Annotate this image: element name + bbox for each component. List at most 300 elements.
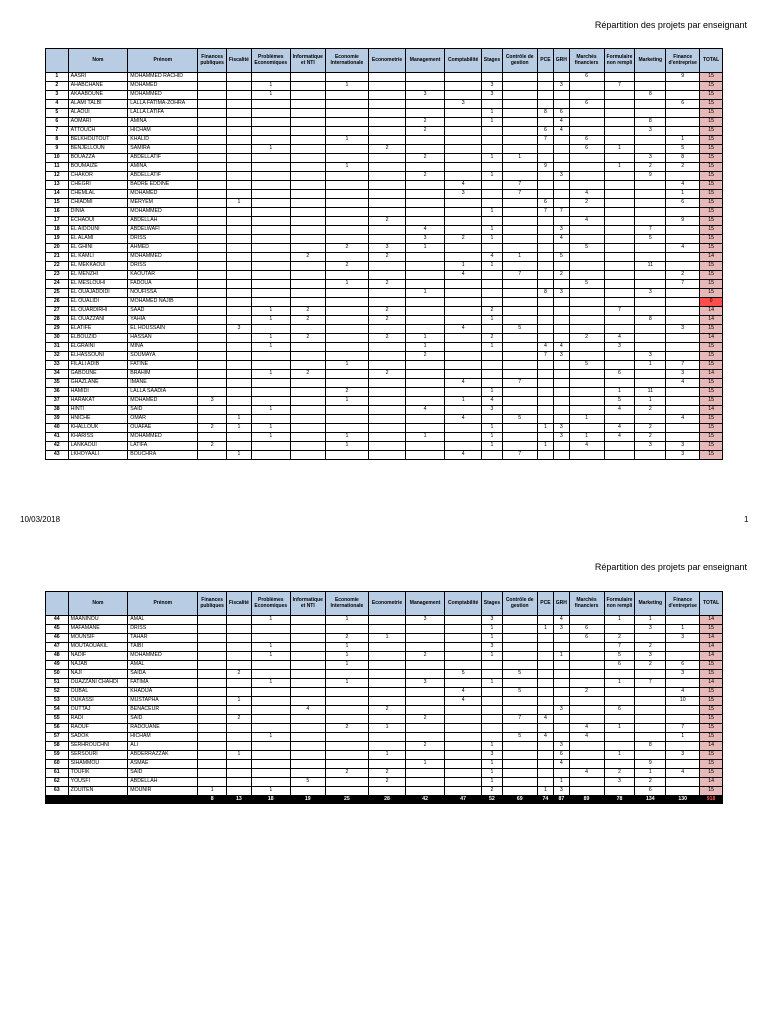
project-count-cell xyxy=(198,634,227,643)
project-count-cell xyxy=(604,451,635,460)
project-count-cell: 6 xyxy=(666,661,700,670)
row-number: 5 xyxy=(46,109,69,118)
project-count-cell xyxy=(198,670,227,679)
row-number: 27 xyxy=(46,307,69,316)
prenom-cell: ABDELLAH xyxy=(128,778,198,787)
project-count-cell xyxy=(227,271,252,280)
project-count-cell: 5 xyxy=(569,244,604,253)
project-count-cell xyxy=(537,370,553,379)
project-count-cell xyxy=(227,145,252,154)
project-count-cell xyxy=(227,352,252,361)
project-count-cell xyxy=(554,73,569,82)
project-count-cell xyxy=(445,661,482,670)
project-count-cell: 1 xyxy=(604,616,635,625)
project-count-cell: 3 xyxy=(666,634,700,643)
project-count-cell: 4 xyxy=(554,616,569,625)
project-count-cell: 5 xyxy=(604,652,635,661)
project-count-cell: 1 xyxy=(251,643,290,652)
row-total-cell: 14 xyxy=(700,370,723,379)
project-count-cell: 3 xyxy=(554,433,569,442)
table-row xyxy=(46,316,723,325)
project-count-cell xyxy=(251,388,290,397)
prenom-cell: MOHAMMED xyxy=(128,208,198,217)
prenom-cell: MOHAMED xyxy=(128,82,198,91)
project-count-cell xyxy=(569,181,604,190)
project-count-cell: 2 xyxy=(369,769,406,778)
nom-cell: CHAKOR xyxy=(68,172,128,181)
project-count-cell xyxy=(604,181,635,190)
prenom-cell: SAID xyxy=(128,715,198,724)
project-count-cell xyxy=(537,226,553,235)
prenom-cell: DRISS xyxy=(128,235,198,244)
project-count-cell xyxy=(198,388,227,397)
project-count-cell xyxy=(406,787,445,796)
project-count-cell xyxy=(502,334,537,343)
project-count-cell xyxy=(635,451,666,460)
row-number: 49 xyxy=(46,661,69,670)
row-total-cell: 15 xyxy=(700,361,723,370)
row-total-cell: 15 xyxy=(700,181,723,190)
project-count-cell xyxy=(251,634,290,643)
project-count-cell xyxy=(227,733,252,742)
project-count-cell xyxy=(537,91,553,100)
prenom-cell: SAMIRA xyxy=(128,145,198,154)
project-count-cell: 2 xyxy=(369,778,406,787)
project-count-cell: 3 xyxy=(482,643,503,652)
row-total-cell: 15 xyxy=(700,172,723,181)
row-total-cell: 15 xyxy=(700,433,723,442)
project-count-cell: 7 xyxy=(635,679,666,688)
project-count-cell xyxy=(502,199,537,208)
row-total-cell: 15 xyxy=(700,154,723,163)
project-count-cell xyxy=(290,379,325,388)
project-count-cell xyxy=(198,433,227,442)
project-count-cell: 3 xyxy=(554,172,569,181)
project-count-cell xyxy=(502,760,537,769)
project-count-cell xyxy=(569,706,604,715)
project-count-cell xyxy=(290,208,325,217)
project-count-cell xyxy=(227,208,252,217)
project-count-cell xyxy=(445,616,482,625)
project-count-cell: 3 xyxy=(198,397,227,406)
project-count-cell xyxy=(325,109,368,118)
project-count-cell xyxy=(369,670,406,679)
project-count-cell xyxy=(369,262,406,271)
project-count-cell xyxy=(369,226,406,235)
project-count-cell: 3 xyxy=(369,244,406,253)
nom-cell: CHEGRI xyxy=(68,181,128,190)
project-count-cell xyxy=(251,163,290,172)
project-count-cell xyxy=(604,379,635,388)
row-total-cell: 15 xyxy=(700,760,723,769)
project-count-cell xyxy=(445,244,482,253)
project-count-cell: 2 xyxy=(325,634,368,643)
project-count-cell: 4 xyxy=(482,397,503,406)
project-count-cell: 2 xyxy=(406,742,445,751)
prenom-cell: MOHAMMED xyxy=(128,91,198,100)
project-count-cell xyxy=(369,181,406,190)
project-count-cell xyxy=(604,73,635,82)
project-count-cell xyxy=(537,316,553,325)
project-count-cell: 7 xyxy=(604,643,635,652)
prenom-cell: LALLA FATIMA-ZOHRA xyxy=(128,100,198,109)
project-count-cell xyxy=(290,388,325,397)
project-count-cell xyxy=(502,697,537,706)
row-number: 48 xyxy=(46,652,69,661)
project-count-cell: 2 xyxy=(290,307,325,316)
prenom-cell: SAIDA xyxy=(128,670,198,679)
project-count-cell xyxy=(227,154,252,163)
project-count-cell xyxy=(198,190,227,199)
project-count-cell xyxy=(251,280,290,289)
project-count-cell xyxy=(369,100,406,109)
project-count-cell: 3 xyxy=(554,82,569,91)
project-count-cell: 11 xyxy=(635,262,666,271)
project-count-cell: 3 xyxy=(554,226,569,235)
project-count-cell xyxy=(406,280,445,289)
project-count-cell xyxy=(604,91,635,100)
project-count-cell xyxy=(198,334,227,343)
project-count-cell xyxy=(482,706,503,715)
project-count-cell xyxy=(666,289,700,298)
project-count-cell xyxy=(502,208,537,217)
project-count-cell xyxy=(369,760,406,769)
project-count-cell xyxy=(554,379,569,388)
project-count-cell: 6 xyxy=(604,370,635,379)
row-number: 30 xyxy=(46,334,69,343)
project-count-cell: 1 xyxy=(251,343,290,352)
project-count-cell xyxy=(502,127,537,136)
nom-cell: MAFAMANE xyxy=(68,625,128,634)
nom-cell: NADIF xyxy=(68,652,128,661)
project-count-cell: 3 xyxy=(666,442,700,451)
project-count-cell: 6 xyxy=(666,199,700,208)
project-count-cell xyxy=(369,136,406,145)
prenom-cell: MOHAMMED xyxy=(128,433,198,442)
prenom-cell: ASMAE xyxy=(128,760,198,769)
project-count-cell xyxy=(198,325,227,334)
project-count-cell: 6 xyxy=(537,127,553,136)
prenom-cell: IMANE xyxy=(128,379,198,388)
prenom-cell: HICHAM xyxy=(128,127,198,136)
project-count-cell xyxy=(290,769,325,778)
nom-cell: MAANINOU xyxy=(68,616,128,625)
project-count-cell: 6 xyxy=(666,100,700,109)
project-count-cell xyxy=(482,670,503,679)
project-count-cell: 9 xyxy=(537,163,553,172)
project-count-cell: 2 xyxy=(290,316,325,325)
project-count-cell xyxy=(369,388,406,397)
prenom-cell: LALLA SAADIA xyxy=(128,388,198,397)
project-count-cell: 6 xyxy=(569,73,604,82)
project-count-cell xyxy=(369,73,406,82)
project-count-cell xyxy=(227,760,252,769)
row-number: 53 xyxy=(46,697,69,706)
project-count-cell xyxy=(604,670,635,679)
project-count-cell xyxy=(227,769,252,778)
table-row xyxy=(46,262,723,271)
table-row xyxy=(46,643,723,652)
project-count-cell xyxy=(198,715,227,724)
table-row xyxy=(46,706,723,715)
project-count-cell: 3 xyxy=(635,154,666,163)
project-count-cell: 3 xyxy=(482,406,503,415)
project-count-cell xyxy=(445,73,482,82)
project-count-cell xyxy=(227,361,252,370)
project-count-cell: 1 xyxy=(604,679,635,688)
project-count-cell xyxy=(369,298,406,307)
column-header: Management xyxy=(406,49,445,73)
nom-cell: OUTTAJ xyxy=(68,706,128,715)
project-count-cell xyxy=(604,289,635,298)
nom-cell: ELGRAINI xyxy=(68,343,128,352)
project-count-cell xyxy=(198,307,227,316)
column-total-cell: 130 xyxy=(666,796,700,804)
project-count-cell xyxy=(604,625,635,634)
project-count-cell xyxy=(445,760,482,769)
project-count-cell xyxy=(369,442,406,451)
project-count-cell xyxy=(445,280,482,289)
project-count-cell xyxy=(290,244,325,253)
project-count-cell xyxy=(635,697,666,706)
project-count-cell xyxy=(251,190,290,199)
project-count-cell: 3 xyxy=(604,343,635,352)
project-count-cell xyxy=(604,253,635,262)
project-count-cell xyxy=(369,733,406,742)
project-count-cell xyxy=(666,343,700,352)
project-count-cell xyxy=(635,415,666,424)
project-count-cell xyxy=(482,145,503,154)
project-count-cell: 1 xyxy=(635,361,666,370)
project-count-cell xyxy=(482,370,503,379)
project-count-cell xyxy=(290,451,325,460)
project-count-cell xyxy=(325,118,368,127)
project-count-cell xyxy=(604,208,635,217)
project-count-cell xyxy=(554,163,569,172)
project-count-cell xyxy=(290,643,325,652)
row-number: 13 xyxy=(46,181,69,190)
nom-cell: BELKHOUTOUT xyxy=(68,136,128,145)
project-count-cell: 1 xyxy=(604,751,635,760)
project-count-cell xyxy=(502,352,537,361)
prenom-cell: ALI xyxy=(128,742,198,751)
column-header: Fiscalité xyxy=(227,592,252,616)
column-total-cell xyxy=(128,796,198,804)
row-total-cell: 14 xyxy=(700,679,723,688)
project-count-cell xyxy=(251,226,290,235)
project-count-cell xyxy=(406,109,445,118)
project-count-cell: 1 xyxy=(554,652,569,661)
project-count-cell xyxy=(325,190,368,199)
project-count-cell xyxy=(502,244,537,253)
project-count-cell: 2 xyxy=(666,271,700,280)
row-number: 58 xyxy=(46,742,69,751)
project-count-cell: 2 xyxy=(369,370,406,379)
row-number: 26 xyxy=(46,298,69,307)
project-count-cell: 7 xyxy=(666,724,700,733)
project-count-cell: 2 xyxy=(325,724,368,733)
prenom-cell: OMAR xyxy=(128,415,198,424)
column-total-cell: 47 xyxy=(445,796,482,804)
project-count-cell xyxy=(290,688,325,697)
project-count-cell xyxy=(569,715,604,724)
project-count-cell xyxy=(198,298,227,307)
project-count-cell xyxy=(406,661,445,670)
project-count-cell xyxy=(406,733,445,742)
nom-cell: HAMIDI xyxy=(68,388,128,397)
project-count-cell xyxy=(554,397,569,406)
project-count-cell xyxy=(666,307,700,316)
project-count-cell xyxy=(502,217,537,226)
project-count-cell xyxy=(537,751,553,760)
project-count-cell: 2 xyxy=(445,235,482,244)
project-count-cell xyxy=(290,361,325,370)
prenom-cell: DRISS xyxy=(128,262,198,271)
project-count-cell xyxy=(554,679,569,688)
project-count-cell xyxy=(406,163,445,172)
project-count-cell xyxy=(290,199,325,208)
project-count-cell xyxy=(502,616,537,625)
row-number: 45 xyxy=(46,625,69,634)
project-count-cell xyxy=(290,163,325,172)
row-total-cell: 15 xyxy=(700,325,723,334)
project-count-cell xyxy=(227,316,252,325)
project-count-cell xyxy=(198,361,227,370)
project-count-cell xyxy=(325,787,368,796)
project-count-cell xyxy=(604,262,635,271)
project-count-cell: 1 xyxy=(537,442,553,451)
project-count-cell xyxy=(251,442,290,451)
project-count-cell: 2 xyxy=(569,199,604,208)
row-number: 20 xyxy=(46,244,69,253)
project-count-cell xyxy=(325,415,368,424)
project-count-cell: 9 xyxy=(635,760,666,769)
row-total-cell: 15 xyxy=(700,289,723,298)
project-count-cell xyxy=(198,100,227,109)
project-count-cell xyxy=(251,325,290,334)
table-row xyxy=(46,661,723,670)
project-count-cell xyxy=(554,688,569,697)
nom-cell: NAJI xyxy=(68,670,128,679)
project-count-cell xyxy=(251,127,290,136)
project-count-cell xyxy=(369,652,406,661)
project-count-cell xyxy=(666,706,700,715)
project-count-cell xyxy=(445,352,482,361)
project-count-cell xyxy=(325,181,368,190)
project-count-cell xyxy=(666,235,700,244)
project-count-cell xyxy=(369,325,406,334)
project-count-cell xyxy=(445,406,482,415)
project-count-cell xyxy=(537,172,553,181)
project-count-cell: 6 xyxy=(569,625,604,634)
table-row xyxy=(46,298,723,307)
project-count-cell xyxy=(227,280,252,289)
project-count-cell xyxy=(482,733,503,742)
project-count-cell xyxy=(537,82,553,91)
project-count-cell xyxy=(537,217,553,226)
project-count-cell: 1 xyxy=(635,397,666,406)
row-total-cell: 14 xyxy=(700,316,723,325)
project-count-cell xyxy=(502,100,537,109)
table-row xyxy=(46,307,723,316)
project-count-cell: 1 xyxy=(251,82,290,91)
project-count-cell xyxy=(290,298,325,307)
project-count-cell xyxy=(290,787,325,796)
column-total-cell: 78 xyxy=(604,796,635,804)
row-total-cell: 15 xyxy=(700,688,723,697)
project-count-cell xyxy=(635,733,666,742)
project-count-cell: 5 xyxy=(502,670,537,679)
project-count-cell xyxy=(482,715,503,724)
project-count-cell xyxy=(406,388,445,397)
project-count-cell xyxy=(445,208,482,217)
prenom-cell: KHADIJA xyxy=(128,688,198,697)
row-total-cell: 15 xyxy=(700,190,723,199)
project-count-cell: 10 xyxy=(666,697,700,706)
row-number: 52 xyxy=(46,688,69,697)
row-number: 33 xyxy=(46,361,69,370)
project-count-cell xyxy=(666,715,700,724)
project-count-cell: 1 xyxy=(406,289,445,298)
nom-cell: KHALLOUK xyxy=(68,424,128,433)
project-count-cell xyxy=(290,433,325,442)
project-count-cell xyxy=(554,100,569,109)
project-count-cell xyxy=(369,91,406,100)
nom-cell: OUBAL xyxy=(68,688,128,697)
project-count-cell xyxy=(537,643,553,652)
project-count-cell xyxy=(406,634,445,643)
project-count-cell xyxy=(369,154,406,163)
project-count-cell xyxy=(251,271,290,280)
project-count-cell xyxy=(569,379,604,388)
project-count-cell: 8 xyxy=(537,109,553,118)
row-number: 17 xyxy=(46,217,69,226)
project-count-cell: 4 xyxy=(604,433,635,442)
column-header: Prénom xyxy=(128,49,198,73)
project-count-cell xyxy=(537,778,553,787)
project-count-cell xyxy=(482,379,503,388)
row-total-cell: 0 xyxy=(700,298,723,307)
project-count-cell xyxy=(569,316,604,325)
project-count-cell xyxy=(198,226,227,235)
project-count-cell xyxy=(604,688,635,697)
column-header: Formulaire non rempli xyxy=(604,49,635,73)
project-count-cell xyxy=(325,424,368,433)
project-count-cell xyxy=(635,343,666,352)
project-count-cell xyxy=(554,217,569,226)
project-count-cell xyxy=(502,724,537,733)
project-count-cell xyxy=(537,334,553,343)
project-count-cell: 1 xyxy=(227,199,252,208)
table-row xyxy=(46,208,723,217)
project-count-cell xyxy=(445,289,482,298)
row-total-cell: 15 xyxy=(700,343,723,352)
project-count-cell: 2 xyxy=(290,334,325,343)
totals-row xyxy=(46,796,723,804)
project-count-cell: 4 xyxy=(406,406,445,415)
project-count-cell xyxy=(604,172,635,181)
project-count-cell xyxy=(198,760,227,769)
project-count-cell: 1 xyxy=(604,388,635,397)
project-count-cell: 1 xyxy=(325,442,368,451)
table-row xyxy=(46,145,723,154)
prenom-cell: MOHAMED xyxy=(128,190,198,199)
project-count-cell xyxy=(537,145,553,154)
column-header: TOTAL xyxy=(700,49,723,73)
project-count-cell xyxy=(198,379,227,388)
project-count-cell xyxy=(537,616,553,625)
column-total-cell xyxy=(68,796,128,804)
